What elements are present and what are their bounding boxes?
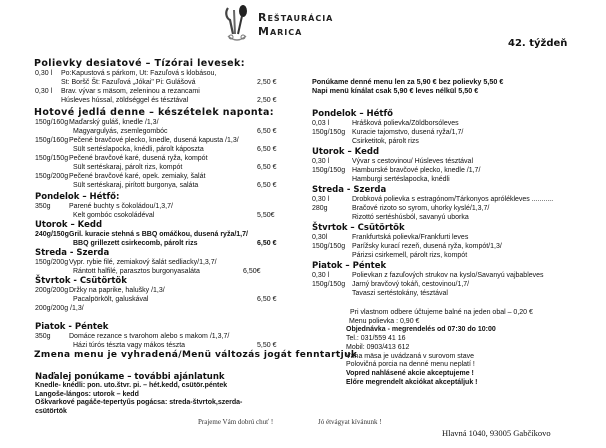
day-price: 6,50 € (257, 240, 277, 247)
day-dish (312, 175, 602, 184)
day-extra-text: 200g/200g /1,3/ (35, 305, 84, 312)
day-dish (312, 137, 602, 146)
restaurant-name (258, 11, 333, 39)
day-title: Štvrtok – Csütörtök (312, 223, 405, 234)
daily-qty: 150g/160g (35, 119, 69, 126)
note-line: Váha mäsa je uvádzaná v surovom stave (346, 352, 475, 360)
note-line: Pri vlastnom odbere účtujeme balné na jeden obal – 0,20 € (350, 309, 533, 316)
day-dish-line2 (35, 239, 305, 248)
day-title: Utorok – Kedd (312, 147, 380, 158)
soup-qty: 0,30 l (35, 70, 53, 77)
day-dish-line2 (35, 267, 305, 276)
day-dish (35, 202, 305, 211)
day-dish (312, 166, 602, 175)
day-line: Pacalpörkölt, galuskával (73, 296, 149, 303)
daily-line: Pečené bravčové karé, opek. zemiaky, šalát (69, 173, 206, 180)
day-dish (312, 280, 602, 289)
day-qty: 0,30 l (312, 272, 330, 280)
further-line: Oškvarkové pagáče-tepertyűs pogácsa: streda-štvrtok,szerda- (35, 399, 243, 407)
day-price: 5,50 € (257, 342, 277, 349)
day-line: Parené buchty s čokoládou/1,3,7/ (69, 203, 173, 210)
left-days (35, 192, 305, 350)
day-qty: 0,30 l (312, 196, 330, 204)
day-line: Párizsi csirkemell, párolt rizs, kompót (352, 252, 468, 260)
day-line: Tavaszi sertéstokány, tésztával (352, 290, 448, 298)
day-dish (312, 233, 602, 242)
day-qty: 150g/150g (312, 243, 346, 251)
soup-item (35, 87, 305, 96)
day-title: Piatok – Péntek (312, 261, 387, 272)
day-qty: 280g (312, 205, 328, 213)
change-notice: Zmena menu je vyhradená/Menü változás jogát fenntartjuk (34, 350, 358, 360)
daily-item-line2 (35, 181, 305, 190)
wish-sk: Prajeme Vám dobrú chuť ! (198, 418, 274, 426)
day-price: 6,50 € (257, 296, 277, 303)
daily-price: 6,50 € (257, 182, 277, 189)
daily-line: Sült sertéskaraj, párolt rizs, kompót (73, 164, 183, 171)
daily-list (35, 118, 305, 190)
further-line: Langoše-lángos: utorok – kedd (35, 390, 139, 398)
day-title: Štvrtok - Csütörtök (35, 276, 127, 286)
daily-line: Pečené bravčové karé, dusená ryža, kompót (69, 155, 208, 162)
day-dish-line2 (35, 211, 305, 220)
note-line: Vopred nahlásené akcie akceptujeme ! (346, 369, 474, 377)
day-title: Streda - Szerda (312, 185, 387, 196)
day-line: Hamburgi sertéslapocka, knédli (352, 176, 450, 184)
offer-line-hu: Napi menü kínálat csak 5,90 € leves nélkül 5,50 € (312, 85, 479, 95)
day-dish (35, 286, 305, 295)
soups-title: Polievky desiatové – Tízórai levesek: (34, 58, 245, 69)
soup-item (35, 69, 305, 78)
daily-item-line2 (35, 145, 305, 154)
soup-price: 2,50 € (257, 97, 277, 104)
day-title: Pondelok – Hétfő (312, 109, 394, 120)
daily-qty: 150g/160g (35, 137, 69, 144)
daily-line: Sült sertéskaraj, pirított burgonya, saláta (73, 182, 199, 189)
day-line: BBQ grillezett csirkecomb, párolt rizs (73, 240, 198, 247)
note-line: Menu polievka : 0,90 € (349, 317, 420, 325)
day-dish (312, 195, 602, 204)
soup-line: Po:Kapustová s párkom, Ut: Fazuľová s klobásou, (61, 70, 217, 77)
soup-price: 2,50 € (257, 79, 277, 86)
day-line: Drobková polievka s estragónom/Tárkonyos aprólékleves ........... (352, 196, 554, 204)
daily-line: Sült sertéslapocka, knédli, párolt káposzta (73, 146, 204, 153)
soup-qty: 0,30 l (35, 88, 53, 95)
day-dish (35, 332, 305, 341)
day-qty: 350g (35, 203, 51, 210)
day-line: Jarný bravčový tokáň, cestovinou/1,7/ (352, 281, 470, 289)
day-line: Frankfurtská polievka/Frankfurti leves (352, 234, 469, 242)
soup-line: St: Boršč Št: Fazuľová „Jókai" Pi: Gulášová (61, 79, 196, 86)
day-line: Rántott halfilé, paraszt​os burgonyasaláta (73, 268, 200, 275)
day-qty: 150g/150g (312, 167, 346, 175)
day-extra (35, 304, 305, 313)
day-dish (312, 119, 602, 128)
day-dish (312, 242, 602, 251)
day-dish (312, 157, 602, 166)
notes (346, 309, 533, 387)
daily-line: Pečené bravčové plecko, knedle, dusená kapusta /1,3/ (69, 137, 239, 144)
soup-item-line2 (35, 96, 305, 105)
day-line: Držky na paprike, halušky /1,3/ (69, 287, 165, 294)
note-line: Mobil: 0903/413 612 (346, 343, 410, 351)
further-line: csütörtök (35, 408, 67, 416)
note-line: Előre megrendelt akciókat akceptáljuk ! (346, 378, 478, 386)
daily-price: 6,50 € (257, 128, 277, 135)
day-dish (312, 251, 602, 260)
daily-item (35, 154, 305, 163)
wish-hu: Jó étvágyat kívánunk ! (318, 418, 382, 426)
note-line: Tel.: 031/559 41 16 (346, 335, 406, 343)
day-line: Bračové rizoto so syrom, uhorky kyslé/1,3,7/ (352, 205, 490, 213)
day-dish-line2 (35, 295, 305, 304)
daily-price: 6,50 € (257, 146, 277, 153)
further-line: Knedle- knédli: pon. uto.štvr. pi. – hét.kedd, csütör.péntek (35, 382, 228, 389)
day-dish-line2 (35, 341, 305, 350)
note-line: Objednávka - megrendelés od 07:30 do 10:00 (346, 326, 496, 334)
day-title: Pondelok – Hétfő: (35, 192, 120, 202)
day-qty: 200g/200g (35, 287, 69, 294)
day-title: Streda - Szerda (35, 248, 110, 258)
day-line: Csirketitok, párolt rizs (352, 138, 419, 146)
soup-line: Húsleves hússal, zöldséggel és tésztával (61, 97, 189, 104)
day-dish (312, 213, 602, 222)
day-price: 5,50€ (257, 212, 275, 219)
day-line: Polievkan z fazuľových strukov na kyslo/Savanyú vajbableves (352, 272, 544, 280)
daily-item (35, 118, 305, 127)
day-dish (312, 271, 602, 280)
offer-line-sk: Ponúkame denné menu len za 5,90 € bez polievky 5,50 € (312, 77, 504, 86)
day-line: Vypr. rybie filé, zemiakový šalát sedliacky/1,3,7/ (69, 259, 217, 266)
day-line: Rizottó sertéshúsból, savanyú uborka (352, 214, 469, 222)
daily-line: Magyargulyás, zsemlegombóc (73, 128, 168, 135)
day-line: Hrášková polievka/Zöldborsóleves (352, 120, 459, 128)
soup-item-line2 (35, 78, 305, 87)
day-qty: 0,03 l (312, 120, 330, 128)
daily-item (35, 172, 305, 181)
daily-item (35, 136, 305, 145)
daily-qty: 150g/150g (35, 155, 69, 162)
daily-title: Hotové jedlá denne – készételek naponta: (34, 107, 274, 118)
soup-line: Brav. vývar s mäsom, zeleninou a rezancami (61, 88, 200, 95)
daily-qty: 150g/200g (35, 173, 69, 180)
day-title: Utorok – Kedd (35, 220, 103, 230)
address: Hlavná 1040, 93005 Gabčíkovo (442, 428, 551, 438)
day-qty: 0,30 l (312, 158, 330, 166)
day-title: Piatok - Péntek (35, 322, 109, 332)
day-qty: 240g/150g (35, 231, 69, 238)
brand-line-1: Reštaurácia (258, 11, 334, 24)
day-line: Vývar s cestovinou/ Húsleves tésztával (352, 158, 473, 166)
day-line: Domáce rezance s tvarohom alebo s makom /1,3,7/ (69, 333, 230, 340)
brand-line-2: Marica (258, 25, 303, 38)
note-line: Polovičná porcia na denné menu neplatí ! (346, 361, 475, 369)
day-dish (35, 258, 305, 267)
day-line: Kelt gombóc csokoládéval (73, 212, 155, 219)
day-dish (312, 204, 602, 213)
day-qty: 150g/150g (312, 129, 346, 137)
day-dish (312, 128, 602, 137)
daily-line: Maďarský guláš, knedle /1,3/ (69, 119, 159, 126)
day-line: Házi túrós tészta vagy mákos tészta (73, 342, 186, 349)
daily-price: 6,50 € (257, 164, 277, 171)
daily-item-line2 (35, 163, 305, 172)
day-line: Hamburské bravčové plecko, knedle /1,7/ (352, 167, 481, 175)
cutlery-icon (222, 4, 252, 44)
day-dish (312, 289, 602, 298)
day-line: Kuracie tajomstvo, dusená ryža/1,7/ (352, 129, 464, 137)
day-line: Gril. kuracie stehná s BBQ omáčkou, dusená ryža/1,7/ (69, 231, 248, 238)
further-offer-title: Naďalej ponúkame – további ajánlatunk (35, 372, 225, 382)
day-dish (35, 230, 305, 239)
right-column (312, 78, 602, 298)
day-line: Parížsky kurací rezeň, dusená ryža, kompót/1,3/ (352, 243, 502, 251)
day-price: 6,50€ (243, 268, 261, 275)
day-qty: 0,30l (312, 234, 328, 242)
day-qty: 350g (35, 333, 51, 340)
week-number: 42. týždeň (508, 38, 568, 49)
day-qty: 150g/200g (35, 259, 69, 266)
daily-item-line2 (35, 127, 305, 136)
right-days (312, 109, 602, 298)
day-qty: 150g/150g (312, 281, 346, 289)
